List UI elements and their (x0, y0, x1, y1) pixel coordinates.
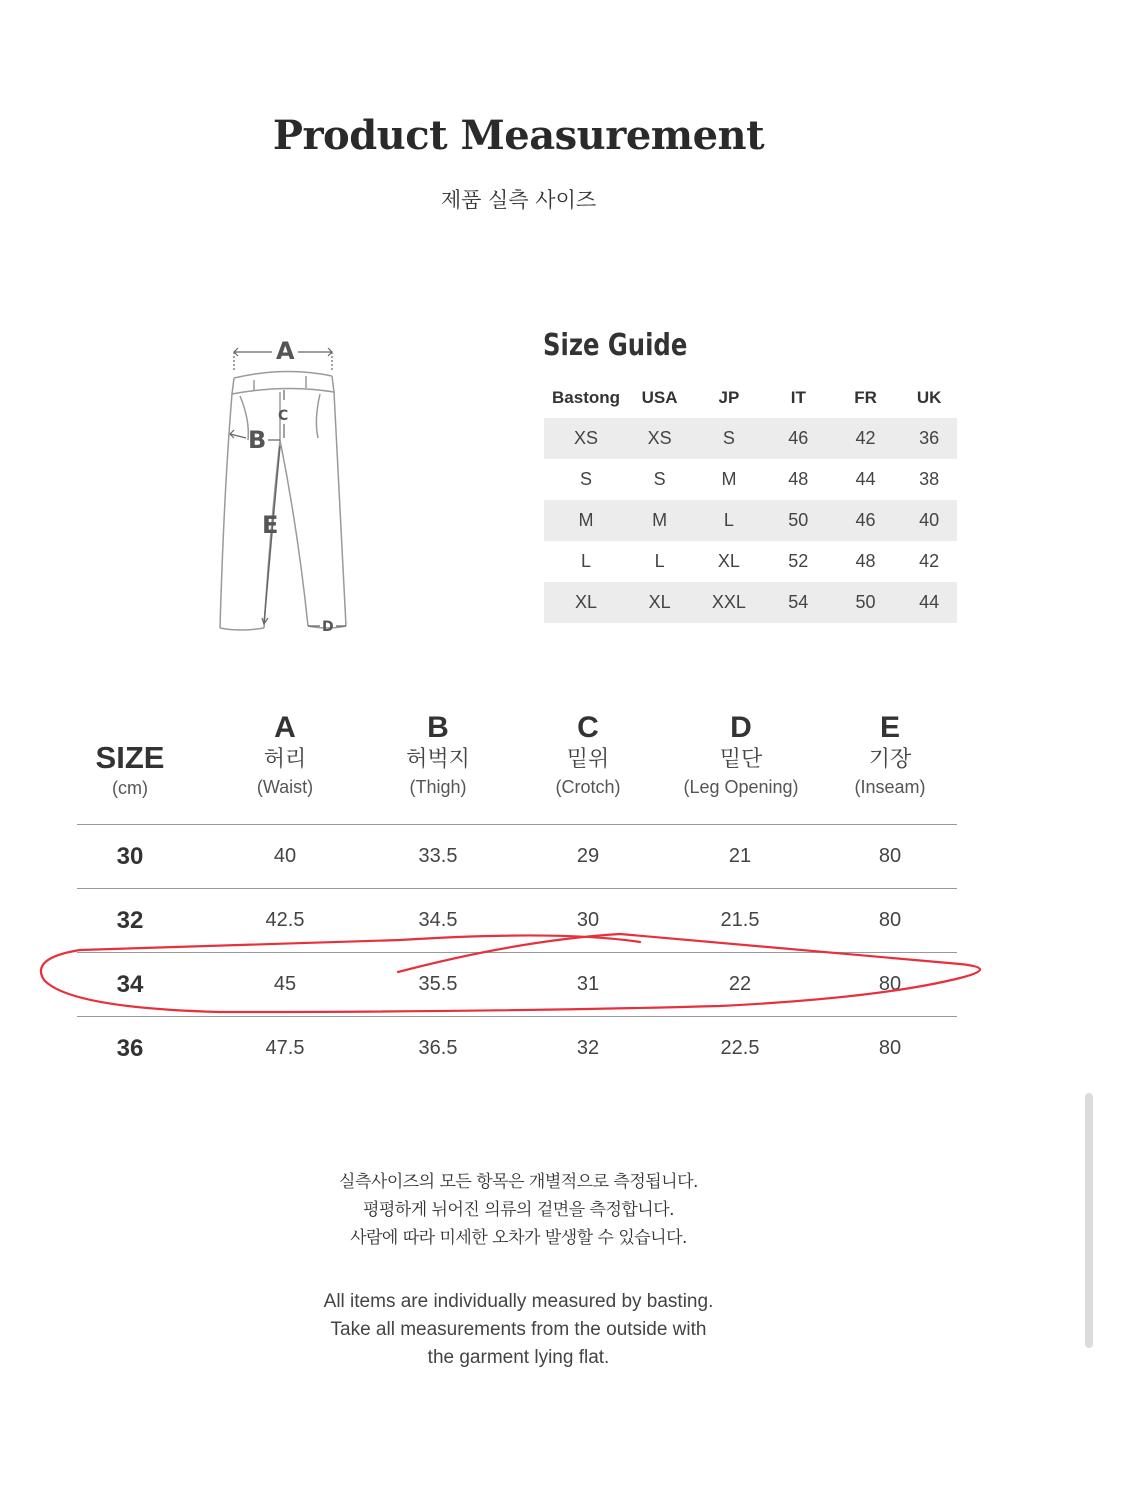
table-cell: L (654, 551, 665, 571)
table-cell: 40 (901, 500, 957, 541)
column-letter: D (730, 711, 752, 744)
header-usa: USA (641, 388, 678, 407)
table-cell: 80 (878, 845, 902, 867)
table-cell: 35.5 (418, 973, 458, 995)
note-line: 실측사이즈의 모든 항목은 개별적으로 측정됩니다. (339, 1172, 698, 1192)
size-label: SIZE (95, 740, 165, 775)
table-cell: XS (628, 418, 691, 459)
table-cell: XL (628, 582, 691, 623)
unit-label: (cm) (112, 778, 148, 798)
table-cell: 30 (576, 909, 600, 931)
table-cell: 32 (576, 1037, 600, 1059)
notes-english (0, 1288, 1037, 1372)
column-header-thigh (363, 710, 513, 800)
table-cell: L (581, 551, 592, 571)
column-letter: C (577, 711, 599, 744)
row-size: 34 (116, 971, 144, 998)
table-cell: 36.5 (418, 1037, 458, 1059)
table-row-highlighted (77, 953, 957, 1017)
column-header-waist (210, 710, 360, 800)
column-letter: A (274, 711, 296, 744)
table-cell: 22.5 (720, 1037, 760, 1059)
table-row (77, 889, 957, 953)
table-cell: 50 (830, 582, 901, 623)
table-row (544, 500, 957, 541)
page-title: Product Measurement (272, 112, 765, 159)
note-line: 평평하게 뉘어진 의류의 겉면을 측정합니다. (362, 1200, 675, 1220)
label-d: D (322, 619, 334, 635)
table-cell: 45 (273, 973, 297, 995)
table-cell: 46 (767, 418, 830, 459)
measurement-table (77, 700, 957, 1080)
page-subtitle: 제품 실측 사이즈 (440, 188, 597, 212)
label-a: A (276, 337, 295, 365)
table-cell: 44 (901, 582, 957, 623)
column-en: (Waist) (256, 777, 314, 797)
table-row (77, 825, 957, 889)
measurement-header (77, 700, 957, 825)
table-cell: 80 (878, 909, 902, 931)
column-en: (Leg Opening) (683, 777, 799, 797)
header-bastong: Bastong (552, 388, 621, 407)
label-c: C (278, 408, 289, 424)
header-it: IT (790, 388, 806, 407)
table-cell: 21.5 (720, 909, 760, 931)
note-line: All items are individually measured by basting. (323, 1291, 714, 1312)
size-column-header (77, 740, 183, 800)
table-cell: 22 (728, 973, 752, 995)
notes-korean (0, 1168, 1037, 1252)
table-cell: XXL (691, 582, 767, 623)
table-cell: 42 (830, 418, 901, 459)
table-cell: 46 (830, 500, 901, 541)
table-cell: S (580, 469, 593, 489)
table-cell: 48 (855, 551, 876, 571)
table-cell: L (691, 500, 767, 541)
table-cell: S (691, 418, 767, 459)
column-en: (Inseam) (854, 777, 926, 797)
note-line: the garment lying flat. (427, 1347, 610, 1368)
table-cell: S (653, 469, 666, 489)
header-fr: FR (854, 388, 877, 407)
row-size: 32 (116, 907, 144, 934)
column-ko: 허리 (263, 747, 307, 772)
table-row (544, 541, 957, 582)
table-row (544, 418, 957, 459)
row-size: 36 (116, 1035, 144, 1062)
table-cell: 50 (767, 500, 830, 541)
table-cell: M (721, 469, 737, 489)
label-b: B (248, 426, 267, 454)
note-line: Take all measurements from the outside with (330, 1319, 707, 1340)
column-letter: B (427, 711, 449, 744)
table-row (544, 459, 957, 500)
size-guide-title: Size Guide (543, 328, 688, 363)
note-line: 사람에 따라 미세한 오차가 발생할 수 있습니다. (350, 1228, 687, 1248)
column-header-leg-opening (665, 710, 817, 800)
table-cell: 34.5 (418, 909, 458, 931)
size-guide-header-row (544, 378, 957, 418)
table-cell: 21 (728, 845, 752, 867)
table-cell: M (628, 500, 691, 541)
column-header-crotch (513, 710, 663, 800)
table-cell: 44 (855, 469, 876, 489)
table-cell: 33.5 (418, 845, 458, 867)
column-en: (Crotch) (555, 777, 621, 797)
column-letter: E (879, 711, 900, 744)
table-cell: 42.5 (265, 909, 305, 931)
header-jp: JP (718, 388, 740, 407)
table-cell: XL (544, 582, 628, 623)
table-cell: 52 (788, 551, 809, 571)
size-guide-table (544, 378, 957, 623)
table-cell: 47.5 (265, 1037, 305, 1059)
table-cell: M (544, 500, 628, 541)
table-cell: 48 (788, 469, 809, 489)
row-size: 30 (116, 843, 144, 870)
table-cell: 36 (901, 418, 957, 459)
table-cell: 80 (878, 1037, 902, 1059)
column-ko: 밑단 (719, 747, 763, 772)
table-cell: 42 (919, 551, 940, 571)
column-ko: 허벅지 (406, 747, 470, 772)
scrollbar[interactable] (1085, 1093, 1093, 1348)
label-e: E (262, 511, 279, 539)
column-header-inseam (815, 710, 965, 800)
table-row (77, 1017, 957, 1080)
pants-diagram (210, 330, 370, 640)
table-cell: 31 (576, 973, 600, 995)
table-cell: XS (544, 418, 628, 459)
table-cell: 38 (919, 469, 940, 489)
table-row (544, 582, 957, 623)
header-uk: UK (916, 388, 942, 407)
table-cell: 54 (767, 582, 830, 623)
table-cell: 40 (273, 845, 297, 867)
table-cell: 29 (576, 845, 600, 867)
table-cell: 80 (878, 973, 902, 995)
table-cell: XL (717, 551, 740, 571)
column-ko: 기장 (868, 747, 912, 772)
column-ko: 밑위 (566, 747, 610, 772)
column-en: (Thigh) (409, 777, 467, 797)
